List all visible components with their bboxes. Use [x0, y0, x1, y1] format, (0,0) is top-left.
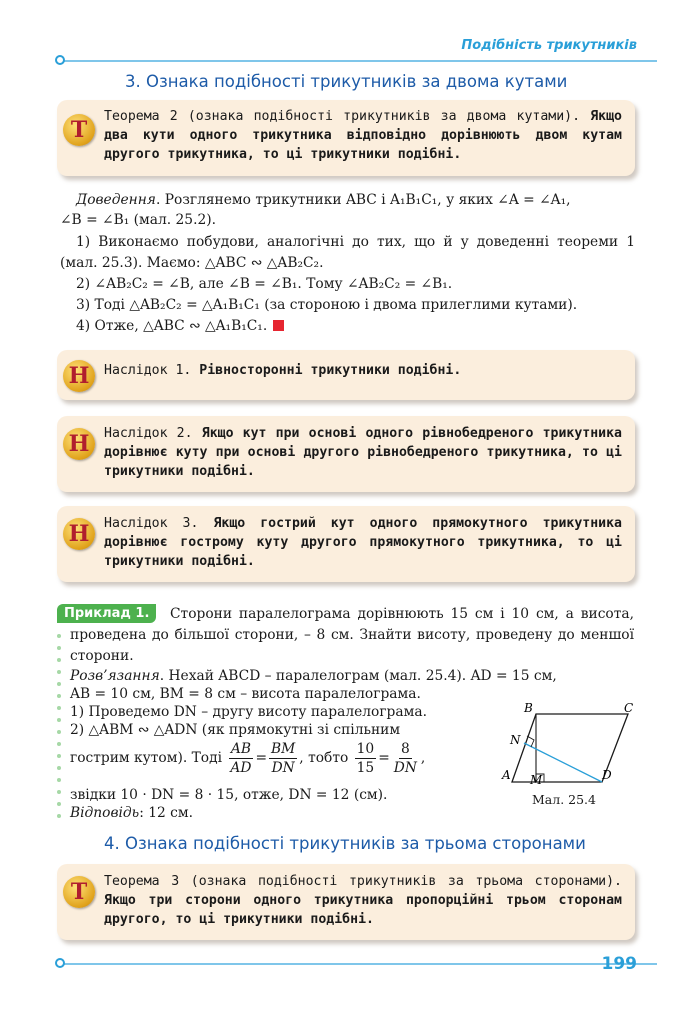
corollary-badge-icon: Н: [63, 360, 95, 392]
footer-rule-dot: [55, 958, 65, 968]
theorem-3-text: [104, 872, 622, 929]
corollary-3-statement: Якщо гострий кут одного прямокутного трикутника дорівнює гострому куту другого прямокутного трикутника, то ці трикутники подібні.: [104, 516, 622, 569]
proof-step-4: 4) Отже, △ABC ∾ △A₁B₁C₁.: [76, 318, 268, 334]
fraction-ab-ad: $\frac{AB}{AD}$: [230, 741, 252, 776]
solution-label: Розв’язання: [70, 668, 160, 684]
label-n: N: [510, 733, 521, 747]
end-of-proof-icon: [273, 320, 284, 331]
proof-step-1: 1) Виконаємо побудови, аналогічні до тих, що й у доведенні теореми 1 (мал. 25.3). Маємо: △ABC ∾ △AB₂C₂.: [60, 234, 635, 271]
proof-label: Доведення: [76, 192, 156, 208]
page-number: 199: [601, 954, 637, 974]
corollary-3-text: [104, 514, 622, 571]
corollary-2-text: [104, 424, 622, 481]
header-rule: [62, 60, 657, 62]
label-b: B: [524, 701, 533, 715]
corollary-2-label: Наслідок 2.: [104, 426, 193, 441]
corollary-1-label: Наслідок 1.: [104, 363, 192, 378]
theorem-badge-icon: T: [63, 876, 95, 908]
corollary-1-statement: Рівносторонні трикутники подібні.: [199, 363, 462, 378]
label-m: M: [530, 773, 543, 787]
solution-line-1: Розв’язання. Нехай ABCD – паралелограм (мал. 25.4). AD = 15 см,: [70, 668, 557, 684]
proof-step-3: 3) Тоді △AB₂C₂ = △A₁B₁C₁ (за стороною і двома прилеглими кутами).: [76, 297, 578, 313]
corollary-badge-icon: Н: [63, 518, 95, 550]
theorem-2-intro: Теорема 2 (ознака подібності трикутників за двома кутами).: [104, 109, 581, 124]
theorem-3-statement: Якщо три сторони одного трикутника пропорційні трьом сторонам другого, то ці трикутники подібні.: [104, 893, 622, 927]
header-rule-dot: [55, 55, 65, 65]
proof-step-4-wrap: [76, 316, 284, 337]
proof-paragraph: [76, 190, 634, 211]
corollary-1-text: [104, 361, 622, 380]
example-problem: Сторони паралелограма дорівнюють 15 см і 10 см, а висота, проведена до більшої сторони, – 8 см. Знайти висоту, проведену до меншої сторони.: [70, 606, 634, 664]
solution-line-4: 2) △ABM ∾ △ADN (як прямокутні зі спільним: [70, 722, 401, 738]
answer-label: Відповідь: [70, 805, 140, 821]
fraction-10-15: $\frac{10}{15}$: [356, 741, 375, 776]
section-4-title: 4. Ознака подібності трикутників за трьома сторонами: [104, 834, 586, 853]
solution-line-6: звідки 10 · DN = 8 · 15, отже, DN = 12 (см).: [70, 787, 388, 803]
solution-line-5: гострим кутом). Тоді $\frac{AB}{AD}$ = $\frac{BM}{DN}$ , тобто $\frac{10}{15}$ = $\frac{8}{DN}$ ,: [70, 741, 426, 776]
label-c: C: [624, 701, 634, 715]
example-badge: Приклад 1.: [57, 604, 156, 623]
figure-caption: Мал. 25.4: [532, 792, 596, 807]
proof-step-2: 2) ∠AB₂C₂ = ∠B, але ∠B = ∠B₁. Тому ∠AB₂C₂ = ∠B₁.: [76, 276, 453, 292]
corollary-badge-icon: Н: [63, 428, 95, 460]
corollary-2-statement: Якщо кут при основі одного рівнобедреного трикутника дорівнює куту при основі другого рівнобедреного трикутника, то ці трикутники подібні.: [104, 426, 622, 479]
theorem-2-statement: Якщо два кути одного трикутника відповідно дорівнюють двом кутам другого трикутника, то ці трикутники подібні.: [104, 109, 622, 162]
footer-rule: [62, 963, 657, 965]
theorem-3-intro: Теорема 3 (ознака подібності трикутників за трьома сторонами).: [104, 874, 622, 889]
proof-line-1: . Розглянемо трикутники ABC і A₁B₁C₁, у яких ∠A = ∠A₁,: [155, 192, 571, 208]
fraction-bm-dn: $\frac{BM}{DN}$: [271, 741, 296, 776]
answer-line: Відповідь: 12 см.: [70, 805, 194, 821]
section-3-title: 3. Ознака подібності трикутників за двома кутами: [125, 72, 568, 91]
running-header: Подібність трикутників: [461, 38, 637, 53]
solution-line-2: AB = 10 см, BM = 8 см – висота паралелограма.: [70, 686, 421, 702]
parallelogram-figure: [490, 696, 640, 788]
label-d: D: [602, 768, 612, 782]
theorem-badge-icon: T: [63, 114, 95, 146]
fraction-8-dn: $\frac{8}{DN}$: [393, 741, 417, 776]
label-a: A: [502, 768, 511, 782]
proof-line-1b: ∠B = ∠B₁ (мал. 25.2).: [60, 212, 217, 228]
solution-line-3: 1) Проведемо DN – другу висоту паралелограма.: [70, 704, 427, 720]
example-margin-dots: [57, 634, 61, 826]
theorem-2-text: [104, 107, 622, 164]
corollary-3-label: Наслідок 3.: [104, 516, 199, 531]
